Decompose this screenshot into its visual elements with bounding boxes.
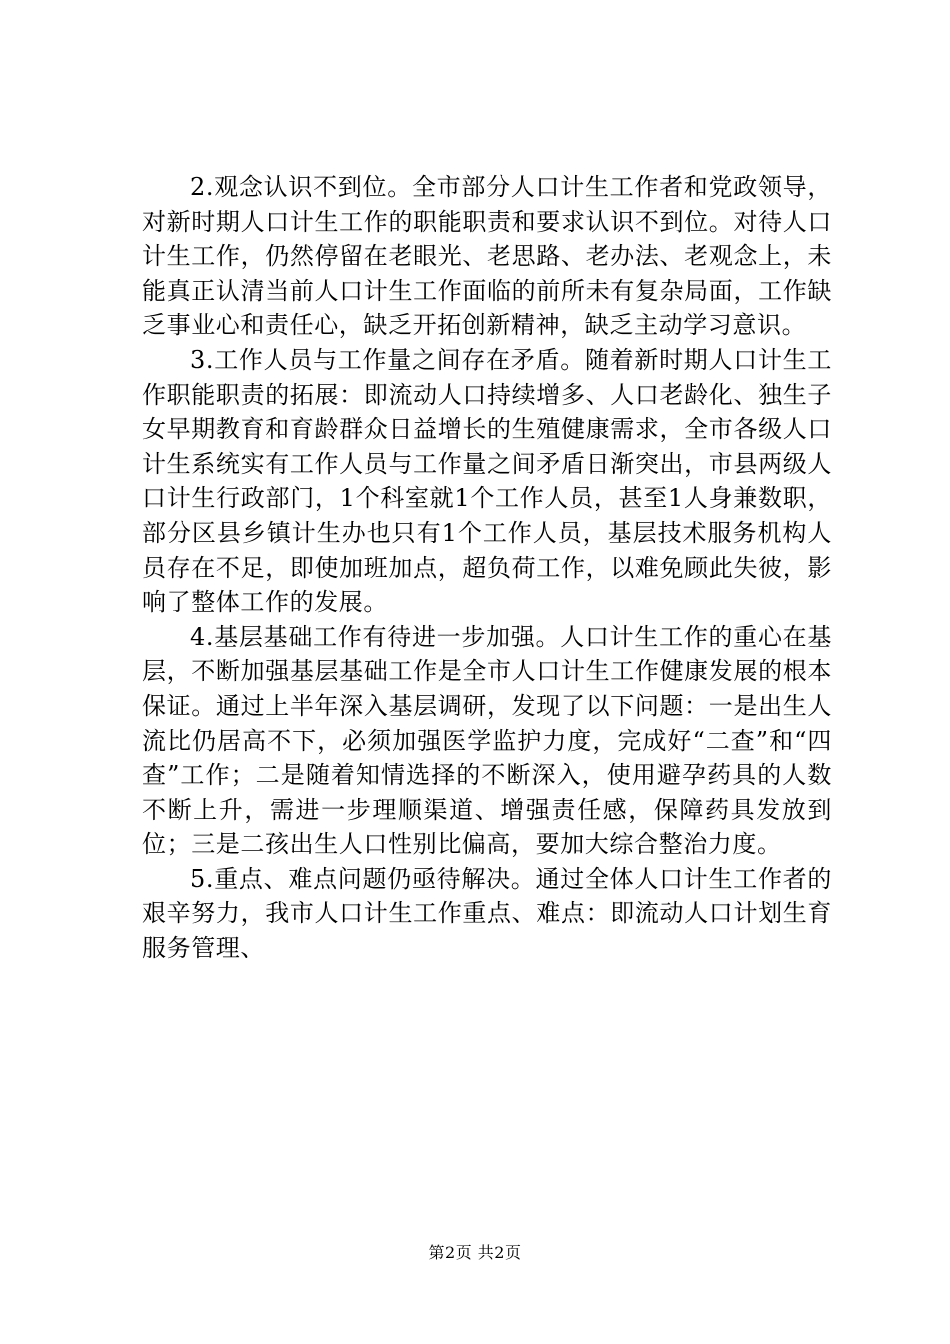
page-footer: 第2页 共2页	[428, 1243, 522, 1262]
document-body	[142, 170, 832, 966]
paragraph-2: 2.观念认识不到位。全市部分人口计生工作者和党政领导，对新时期人口计生工作的职能职责和要求认识不到位。对待人口计生工作，仍然停留在老眼光、老思路、老办法、老观念上，未能真正认清当前人口计生工作面临的前所未有复杂局面，工作缺乏事业心和责任心，缺乏开拓创新精神，缺乏主动学习意识。	[142, 173, 832, 340]
paragraph-3: 3.工作人员与工作量之间存在矛盾。随着新时期人口计生工作职能职责的拓展：即流动人口持续增多、人口老龄化、独生子女早期教育和育龄群众日益增长的生殖健康需求，全市各级人口计生系统实有工作人员与工作量之间矛盾日渐突出，市县两级人口计生行政部门，1个科室就1个工作人员，甚至1人身兼数职，部分区县乡镇计生办也只有1个工作人员，基层技术服务机构人员存在不足，即使加班加点，超负荷工作，以难免顾此失彼，影响了整体工作的发展。	[142, 345, 832, 617]
paragraph-5: 5.重点、难点问题仍亟待解决。通过全体人口计生工作者的艰辛努力，我市人口计生工作重点、难点：即流动人口计划生育服务管理、	[142, 864, 832, 963]
paragraph-4: 4.基层基础工作有待进一步加强。人口计生工作的重心在基层，不断加强基层基础工作是全市人口计生工作健康发展的根本保证。通过上半年深入基层调研，发现了以下问题：一是出生人流比仍居高不下，必须加强医学监护力度，完成好“二查”和“四查”工作；二是随着知情选择的不断深入，使用避孕药具的人数不断上升，需进一步理顺渠道、增强责任感，保障药具发放到位；三是二孩出生人口性别比偏高，要加大综合整治力度。	[142, 622, 832, 859]
